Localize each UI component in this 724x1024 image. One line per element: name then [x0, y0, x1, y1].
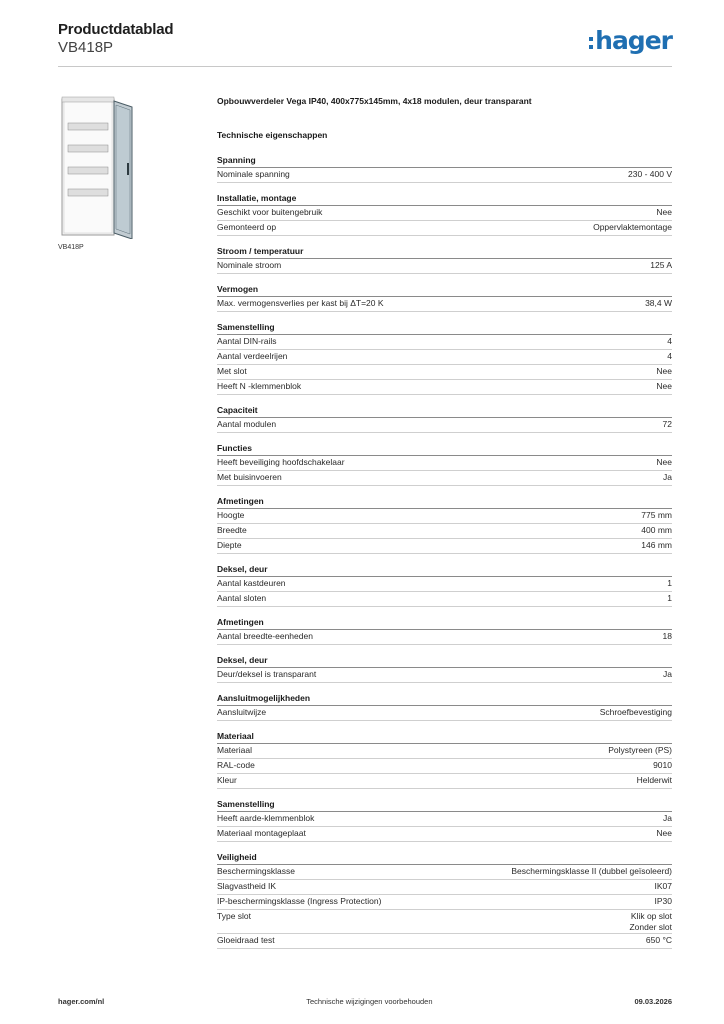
spec-label: Materiaal montageplaat: [217, 828, 306, 838]
document-header: [58, 21, 173, 57]
spec-label: Hoogte: [217, 510, 245, 520]
spec-row: [217, 577, 672, 592]
spec-row: [217, 630, 672, 645]
spec-group: [217, 799, 672, 842]
spec-row: [217, 706, 672, 721]
spec-group-title: Capaciteit: [217, 405, 672, 418]
spec-label: Aantal breedte-eenheden: [217, 631, 313, 641]
spec-row: [217, 812, 672, 827]
product-description: Opbouwverdeler Vega IP40, 400x775x145mm, 4x18 modulen, deur transparant: [217, 96, 532, 106]
spec-label: Kleur: [217, 775, 237, 785]
spec-label: Diepte: [217, 540, 242, 550]
spec-value-list: [629, 911, 672, 933]
spec-label: Aansluitwijze: [217, 707, 267, 717]
spec-value: 9010: [653, 760, 672, 770]
spec-group-title: Stroom / temperatuur: [217, 246, 672, 259]
spec-label: Aantal verdeelrijen: [217, 351, 288, 361]
spec-value: Nee: [656, 207, 672, 217]
spec-label: Type slot: [217, 911, 252, 921]
spec-value: Nee: [656, 457, 672, 467]
spec-label: Aantal kastdeuren: [217, 578, 286, 588]
spec-value: 230 - 400 V: [628, 169, 672, 179]
spec-row: [217, 592, 672, 607]
spec-value: 18: [662, 631, 672, 641]
spec-row: [217, 259, 672, 274]
spec-value: Ja: [663, 813, 672, 823]
spec-group-title: Materiaal: [217, 731, 672, 744]
spec-value: 125 A: [650, 260, 672, 270]
spec-label: Deur/deksel is transparant: [217, 669, 317, 679]
spec-label: Met slot: [217, 366, 247, 376]
spec-row: [217, 934, 672, 949]
spec-group-title: Veiligheid: [217, 852, 672, 865]
spec-value: Nee: [656, 366, 672, 376]
spec-row: [217, 335, 672, 350]
spec-label: Heeft N -klemmenblok: [217, 381, 302, 391]
spec-group: [217, 693, 672, 721]
logo-text: hager: [595, 26, 672, 55]
spec-label: Materiaal: [217, 745, 252, 755]
spec-label: Geschikt voor buitengebruik: [217, 207, 323, 217]
spec-group-title: Installatie, montage: [217, 193, 672, 206]
spec-label: Heeft aarde-klemmenblok: [217, 813, 315, 823]
spec-value: 1: [667, 578, 672, 588]
spec-group-title: Spanning: [217, 155, 672, 168]
spec-label: Max. vermogensverlies per kast bij ΔT=20 K: [217, 298, 384, 308]
spec-row: [217, 456, 672, 471]
spec-value: Ja: [663, 669, 672, 679]
spec-row: [217, 206, 672, 221]
spec-row: [217, 910, 672, 934]
spec-group: [217, 564, 672, 607]
spec-group-title: Aansluitmogelijkheden: [217, 693, 672, 706]
spec-group: [217, 246, 672, 274]
footer-site: hager.com/nl: [58, 997, 105, 1006]
spec-row: [217, 827, 672, 842]
spec-group: [217, 655, 672, 683]
spec-value: 146 mm: [641, 540, 672, 550]
spec-groups: [217, 155, 672, 949]
spec-row: [217, 744, 672, 759]
spec-value: Ja: [663, 472, 672, 482]
spec-group: [217, 193, 672, 236]
spec-row: [217, 880, 672, 895]
header-divider: [58, 66, 672, 67]
spec-value: 72: [662, 419, 672, 429]
spec-group: [217, 443, 672, 486]
spec-row: [217, 418, 672, 433]
spec-label: Aantal DIN-rails: [217, 336, 277, 346]
spec-group: [217, 284, 672, 312]
hager-logo: [589, 28, 672, 54]
spec-group: [217, 405, 672, 433]
spec-group-title: Afmetingen: [217, 617, 672, 630]
spec-group-title: Samenstelling: [217, 799, 672, 812]
spec-value: Beschermingsklasse II (dubbel geïsoleerd): [511, 866, 672, 876]
logo-dots-icon: [589, 37, 593, 49]
footer-note: Technische wijzigingen voorbehouden: [306, 997, 433, 1006]
spec-value: Polystyreen (PS): [608, 745, 672, 755]
spec-value: IP30: [654, 896, 672, 906]
spec-row: [217, 471, 672, 486]
spec-label: Nominale spanning: [217, 169, 290, 179]
spec-value: Oppervlaktemontage: [593, 222, 672, 232]
spec-label: IP-beschermingsklasse (Ingress Protection): [217, 896, 382, 906]
spec-label: Nominale stroom: [217, 260, 282, 270]
spec-group: [217, 155, 672, 183]
spec-value: Schroefbevestiging: [599, 707, 672, 717]
spec-label: Gloeidraad test: [217, 935, 275, 945]
spec-value: Helderwit: [636, 775, 672, 785]
spec-label: Met buisinvoeren: [217, 472, 282, 482]
spec-row: [217, 774, 672, 789]
spec-label: Aantal modulen: [217, 419, 277, 429]
spec-label: Beschermingsklasse: [217, 866, 295, 876]
spec-row: [217, 380, 672, 395]
spec-row: [217, 668, 672, 683]
spec-value: IK07: [654, 881, 672, 891]
spec-row: [217, 297, 672, 312]
spec-group-title: Deksel, deur: [217, 564, 672, 577]
spec-label: Slagvastheid IK: [217, 881, 277, 891]
spec-value: 4: [667, 351, 672, 361]
image-caption: VB418P: [58, 244, 84, 251]
spec-group-title: Afmetingen: [217, 496, 672, 509]
spec-row: [217, 221, 672, 236]
footer-date: 09.03.2026: [634, 997, 672, 1006]
spec-row: [217, 524, 672, 539]
spec-value: 4: [667, 336, 672, 346]
spec-row: [217, 509, 672, 524]
spec-value: 650 °C: [645, 935, 672, 945]
product-image: [58, 93, 148, 239]
spec-row: [217, 350, 672, 365]
spec-group: [217, 617, 672, 645]
spec-row: [217, 365, 672, 380]
spec-group: [217, 322, 672, 395]
footer: [58, 997, 672, 1006]
spec-group-title: Vermogen: [217, 284, 672, 297]
spec-group: [217, 852, 672, 949]
spec-row: [217, 865, 672, 880]
spec-group: [217, 496, 672, 554]
spec-value: 38,4 W: [645, 298, 672, 308]
spec-label: Aantal sloten: [217, 593, 267, 603]
spec-value: Klik op slot: [630, 911, 672, 921]
spec-value: Zonder slot: [629, 922, 672, 932]
spec-group-title: Samenstelling: [217, 322, 672, 335]
spec-label: Heeft beveiliging hoofdschakelaar: [217, 457, 345, 467]
spec-row: [217, 895, 672, 910]
spec-row: [217, 759, 672, 774]
spec-group: [217, 731, 672, 789]
specifications: [217, 96, 672, 959]
product-code: VB418P: [58, 39, 114, 56]
spec-value: 400 mm: [641, 525, 672, 535]
section-title: Technische eigenschappen: [217, 130, 328, 140]
spec-label: RAL-code: [217, 760, 255, 770]
spec-value: 775 mm: [641, 510, 672, 520]
spec-value: 1: [667, 593, 672, 603]
spec-label: Breedte: [217, 525, 247, 535]
spec-label: Gemonteerd op: [217, 222, 277, 232]
spec-group-title: Functies: [217, 443, 672, 456]
spec-group-title: Deksel, deur: [217, 655, 672, 668]
spec-value: Nee: [656, 381, 672, 391]
spec-value: Nee: [656, 828, 672, 838]
document-title: Productdatablad: [58, 21, 174, 38]
spec-row: [217, 539, 672, 554]
spec-row: [217, 168, 672, 183]
